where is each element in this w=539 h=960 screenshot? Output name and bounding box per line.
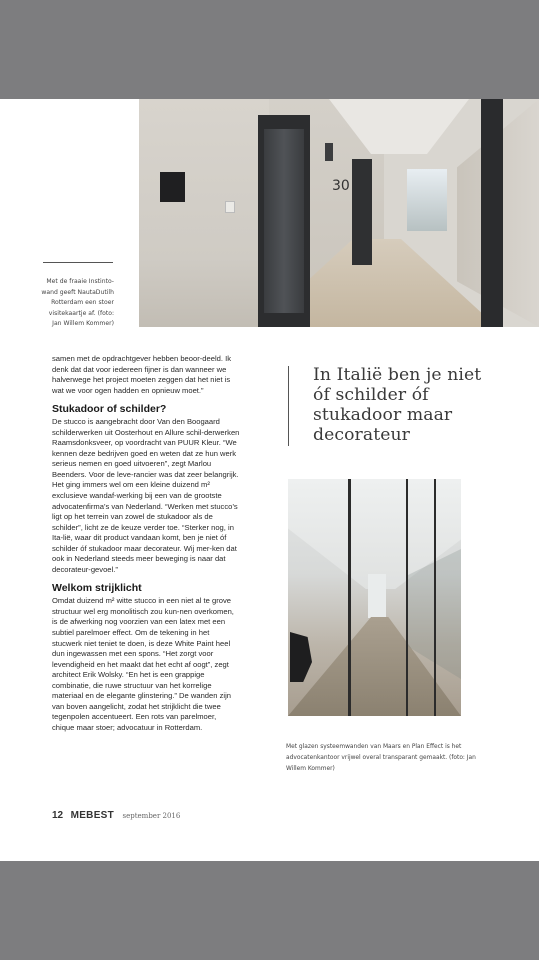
paragraph-strijklicht: Omdat duizend m² witte stucco in een niet al te grove structuur wel erg monolitisch zou kun-nen overkomen, is de afwerking nog voorzien van een latex met een subtiel parelmoer effect. Om de tekening in het stucwerk niet teniet te doen, is deze White Paint heel dun ingewassen met een spons. “Het zorgt voor levendigheid en het maakt dat het echt af oogt”, zegt architect Erik Wolsky. “En het is een grappige combinatie, die ruwe structuur van het korrelige materiaal en de elegante glinstering.” De wanden zijn van boven aangelicht, zodat het strijklicht die twee tegenpolen accentueert. Een rots van parelmoer, chique maar stoer; advocatuur in Rotterdam. xyxy=(52,596,234,732)
page-number: 12 xyxy=(52,810,64,821)
photo-caption-top: Met de fraaie Instinto-wand geeft NautaDutilh Rotterdam een stoer visitekaartje af. (foto: Jan Willem Kommer) xyxy=(41,278,114,328)
magazine-brand: MEBEST xyxy=(70,810,115,821)
subheading-strijklicht: Welkom strijklicht xyxy=(52,582,142,595)
wall-sign xyxy=(160,172,185,202)
floor-number-sign: 30 xyxy=(332,178,350,194)
pull-quote-rule xyxy=(288,366,289,446)
issue-date: september 2016 xyxy=(122,812,181,820)
office-glass-walls-photo xyxy=(288,479,461,716)
pull-quote: In Italië ben je niet óf schilder óf stukadoor maar decorateur xyxy=(313,365,482,445)
photo-caption-mid: Met glazen systeemwanden van Maars en Plan Effect is het advocatenkantoor vrijwel overal transparant gemaakt. (foto: Jan Willem Kommer) xyxy=(286,744,476,772)
office-chair xyxy=(290,632,312,682)
caption-divider xyxy=(43,262,113,263)
article-text-column xyxy=(52,354,240,734)
paragraph-stukadoor: De stucco is aangebracht door Van den Boogaard schilderwerken uit Oosterhout en Allure schil-derwerken Raamsdonksveer, op voordracht van PUUR Kleur. “We kennen deze bedrijven goed en weten dat ze hun werk serieus nemen en goed uitvoeren”, zegt Marlou Beenders. Voor de leve-rancier was dat zeer belangrijk. Het ging immers wel om een kleine duizend m² exclusieve wandaf-werking bij een van de grootste advocatenfirma’s van Nederland. “Werken met stucco’s ligt op het terrein van zowel de stukadoor als de schilder”, licht ze de keuze verder toe. “Sterker nog, in Ita-lië, waar dit product vandaan komt, ben je niet óf schilder óf stukadoor maar decorateur. Wij mer-ken dat ook in Nederland steeds meer beweging is naar dat decorateur-gevoel.” xyxy=(52,417,240,574)
subheading-stukadoor: Stukadoor of schilder? xyxy=(52,403,167,416)
page-footer xyxy=(52,805,180,823)
magazine-page xyxy=(0,99,539,861)
paragraph-intro: samen met de opdrachtgever hebben beoor-deeld. Ik denk dat dat voor iedereen fijner is dan wanneer we halverwege het project moeten zeggen dat het niet is wat we voor ogen hadden en opnieuw moet.” xyxy=(52,354,231,395)
hallway-photo xyxy=(139,99,539,327)
